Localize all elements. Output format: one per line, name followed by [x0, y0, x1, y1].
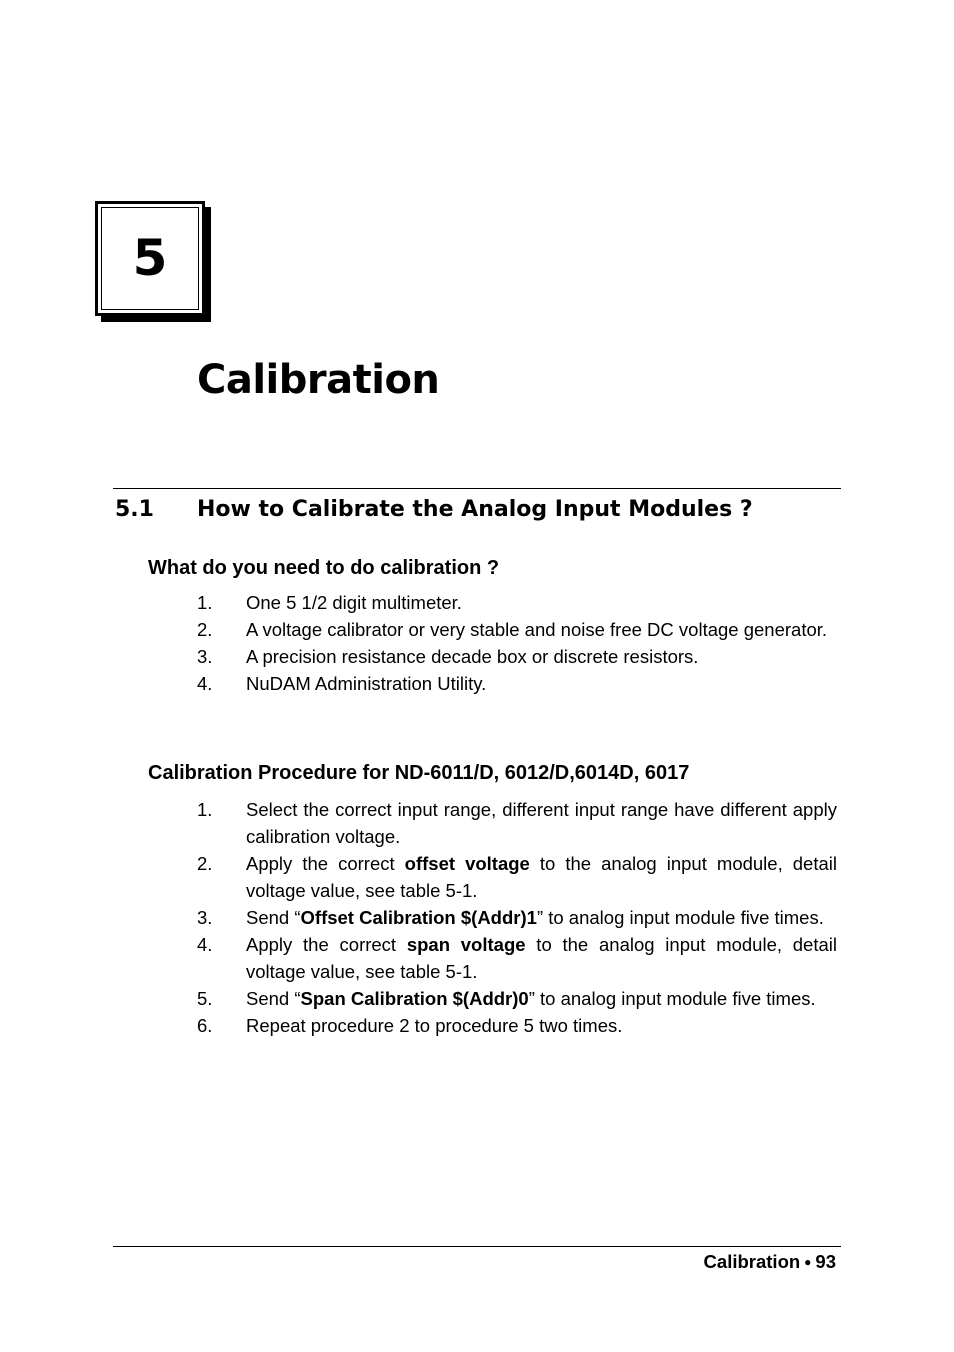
requirements-list: [0, 589, 837, 697]
footer-bullet-icon: ●: [804, 1255, 812, 1269]
list-item: [0, 670, 837, 697]
item-number: 2.: [197, 619, 213, 640]
section-number: 5.1: [115, 497, 154, 522]
item-text-bold: Span Calibration $(Addr)0: [300, 988, 529, 1009]
item-text-post: ” to analog input module five times.: [536, 907, 824, 928]
page-footer: [704, 1248, 836, 1276]
item-text-pre: Apply the correct: [246, 934, 407, 955]
list-item: [0, 1012, 837, 1039]
item-text-pre: Send “: [246, 907, 301, 928]
item-text-post: to the analog input module, detail voltage value, see table 5-1.: [246, 934, 837, 982]
list-item: [0, 643, 837, 670]
item-text-pre: Apply the correct: [246, 853, 405, 874]
item-number: 4.: [197, 934, 213, 955]
item-number: 2.: [197, 853, 213, 874]
item-number: 1.: [197, 799, 213, 820]
item-number: 6.: [197, 1015, 213, 1036]
chapter-number-box: [95, 201, 205, 316]
list-item: [0, 850, 837, 904]
item-number: 5.: [197, 988, 213, 1009]
item-text: A precision resistance decade box or discrete resistors.: [246, 646, 699, 667]
item-text-bold: span voltage: [406, 934, 526, 955]
item-number: 3.: [197, 646, 213, 667]
requirements-heading: What do you need to do calibration ?: [148, 557, 500, 579]
item-text: One 5 1/2 digit multimeter.: [246, 592, 462, 613]
item-text-post: to the analog input module, detail voltage value, see table 5-1.: [246, 853, 837, 901]
footer-label: Calibration: [703, 1251, 801, 1272]
item-text: Select the correct input range, different input range have different apply calibration voltage.: [246, 799, 837, 847]
list-item: [0, 616, 837, 643]
item-text: Repeat procedure 2 to procedure 5 two times.: [246, 1015, 623, 1036]
item-number: 4.: [197, 673, 213, 694]
item-text-bold: offset voltage: [404, 853, 530, 874]
item-text-pre: Send “: [246, 988, 301, 1009]
list-item: [0, 796, 837, 850]
section-heading: [115, 494, 753, 526]
section-title: How to Calibrate the Analog Input Modules ?: [197, 497, 753, 522]
list-item: [0, 904, 837, 931]
procedure-list: [0, 796, 837, 1039]
list-item: [0, 931, 837, 985]
item-text-bold: Offset Calibration $(Addr)1: [300, 907, 537, 928]
item-text: NuDAM Administration Utility.: [246, 673, 487, 694]
chapter-title: Calibration: [197, 357, 440, 403]
procedure-heading: Calibration Procedure for ND-6011/D, 6012/D,6014D, 6017: [148, 762, 690, 784]
item-text: A voltage calibrator or very stable and noise free DC voltage generator.: [246, 619, 828, 640]
chapter-number: 5: [132, 229, 168, 287]
item-number: 3.: [197, 907, 213, 928]
item-number: 1.: [197, 592, 213, 613]
section-top-rule: [113, 488, 841, 489]
footer-rule: [113, 1246, 841, 1247]
item-text-post: ” to analog input module five times.: [528, 988, 816, 1009]
list-item: [0, 589, 837, 616]
page-number: 93: [815, 1251, 836, 1272]
list-item: [0, 985, 837, 1012]
